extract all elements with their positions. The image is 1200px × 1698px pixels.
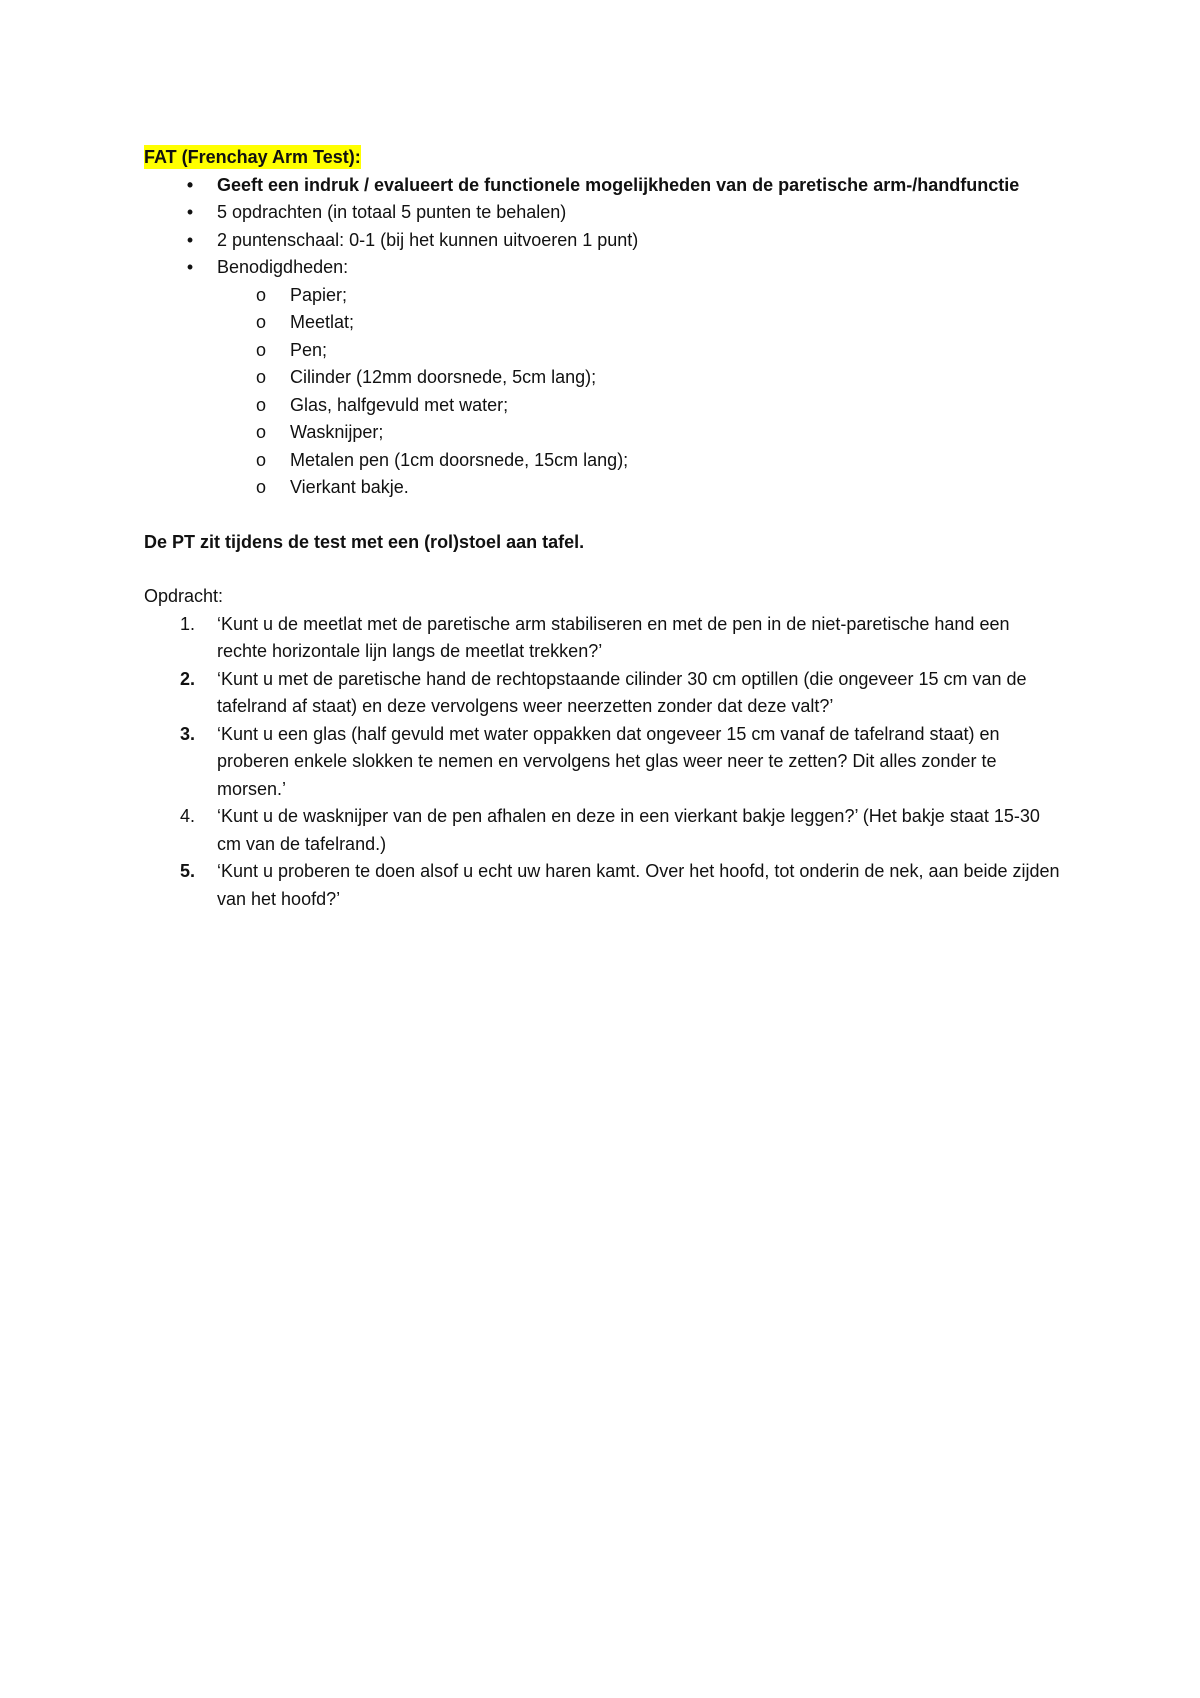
supply-text: Wasknijper; xyxy=(290,422,384,442)
step-text: ‘Kunt u een glas (half gevuld met water oppakken dat ongeveer 15 cm vanaf de tafelrand staat) en proberen enkele slokken te nemen en vervolgens het glas weer neer te zetten? Dit alles zonder te morsen.’ xyxy=(217,723,1000,799)
step-item xyxy=(144,611,1064,666)
bullet-text: Geeft een indruk / evalueert de functionele mogelijkheden van de paretische arm-/handfunctie xyxy=(217,174,1020,195)
step-number: 3. xyxy=(180,723,196,744)
bullet-text: 2 puntenschaal: 0-1 (bij het kunnen uitvoeren 1 punt) xyxy=(217,229,639,250)
document-body xyxy=(144,144,1064,913)
bullet-item xyxy=(144,227,1064,255)
sub-bullet-icon: o xyxy=(256,312,267,332)
supply-text: Cilinder (12mm doorsnede, 5cm lang); xyxy=(290,367,597,387)
step-text: ‘Kunt u de wasknijper van de pen afhalen en deze in een vierkant bakje leggen?’ (Het bakje staat 15-30 cm van de tafelrand.) xyxy=(217,806,1040,854)
step-item xyxy=(144,721,1064,804)
step-text: ‘Kunt u proberen te doen alsof u echt uw haren kamt. Over het hoofd, tot onderin de nek, aan beide zijden van het hoofd?’ xyxy=(217,861,1060,909)
bullet-item xyxy=(144,199,1064,227)
supply-text: Papier; xyxy=(290,284,348,305)
supply-item xyxy=(144,447,1064,475)
supply-item xyxy=(144,364,1064,392)
step-number: 1. xyxy=(180,613,196,634)
document-title: FAT (Frenchay Arm Test): xyxy=(144,147,361,167)
sub-bullet-icon: o xyxy=(256,449,267,470)
supply-text: Meetlat; xyxy=(290,312,355,332)
bullet-item xyxy=(144,254,1064,282)
bullet-text: Benodigdheden: xyxy=(217,257,349,277)
steps-list xyxy=(144,611,1064,914)
sub-bullet-icon: o xyxy=(256,339,267,360)
step-number: 4. xyxy=(180,806,196,826)
supply-item xyxy=(144,474,1064,502)
step-text: ‘Kunt u de meetlat met de paretische arm stabiliseren en met de pen in de niet-paretische hand een rechte horizontale lijn langs de meetlat trekken?’ xyxy=(217,613,1010,661)
supply-item xyxy=(144,419,1064,447)
bullet-icon: • xyxy=(186,202,194,222)
step-text: ‘Kunt u met de paretische hand de rechtopstaande cilinder 30 cm optillen (die ongeveer 15 cm van de tafelrand af staat) en deze vervolgens weer neerzetten zonder dat deze valt?’ xyxy=(217,668,1027,716)
supply-item xyxy=(144,282,1064,310)
bullet-list xyxy=(144,172,1064,282)
supply-text: Pen; xyxy=(290,339,328,360)
pt-statement: De PT zit tijdens de test met een (rol)stoel aan tafel. xyxy=(144,531,585,552)
sub-bullet-icon: o xyxy=(256,422,267,442)
supply-item xyxy=(144,392,1064,420)
step-number: 5. xyxy=(180,861,196,881)
supply-text: Metalen pen (1cm doorsnede, 15cm lang); xyxy=(290,449,629,470)
spacer xyxy=(144,556,1064,583)
sub-bullet-icon: o xyxy=(256,284,267,305)
bullet-icon: • xyxy=(186,229,194,250)
sub-bullet-icon: o xyxy=(256,477,267,497)
supplies-list xyxy=(144,282,1064,502)
bullet-icon: • xyxy=(186,257,194,277)
step-item xyxy=(144,803,1064,858)
spacer xyxy=(144,502,1064,529)
sub-bullet-icon: o xyxy=(256,394,267,415)
step-item xyxy=(144,858,1064,913)
bullet-item xyxy=(144,172,1064,200)
title-line xyxy=(144,144,1064,172)
step-item xyxy=(144,666,1064,721)
bullet-text: 5 opdrachten (in totaal 5 punten te behalen) xyxy=(217,202,567,222)
supply-item xyxy=(144,337,1064,365)
supply-item xyxy=(144,309,1064,337)
supply-text: Glas, halfgevuld met water; xyxy=(290,394,509,415)
supply-text: Vierkant bakje. xyxy=(290,477,409,497)
opdracht-label: Opdracht: xyxy=(144,586,224,606)
sub-bullet-icon: o xyxy=(256,367,267,387)
step-number: 2. xyxy=(180,668,196,689)
bullet-icon: • xyxy=(186,174,194,195)
